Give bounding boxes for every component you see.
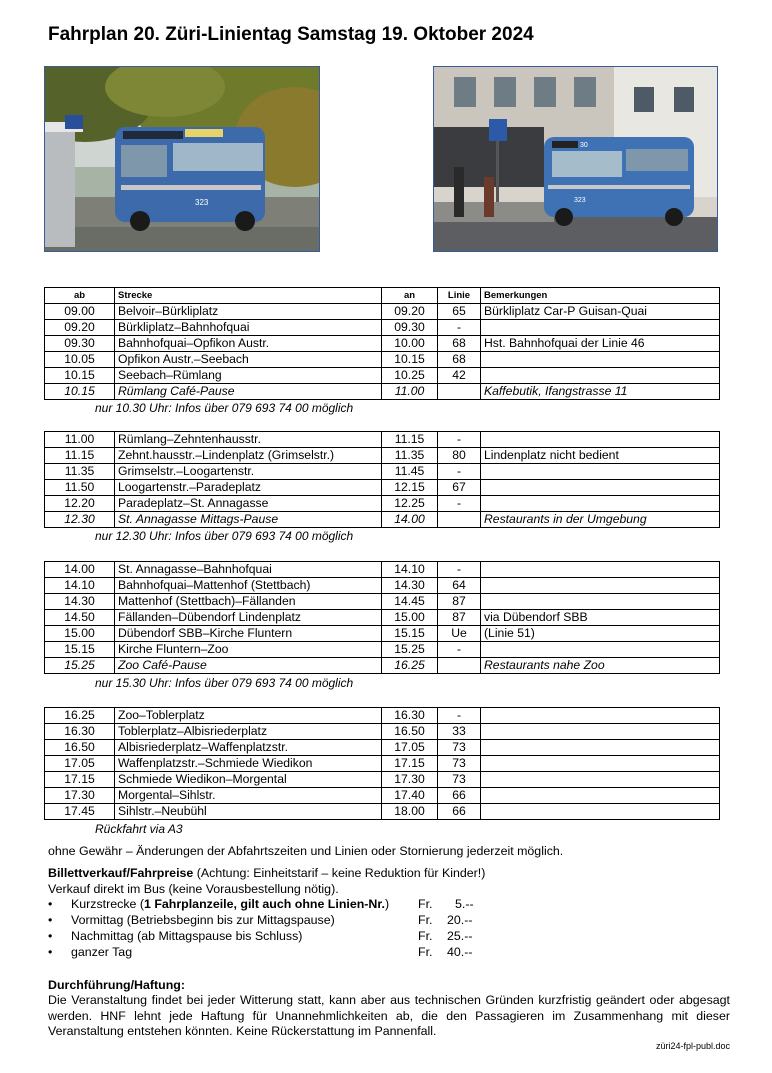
cell-bemerkung bbox=[481, 496, 720, 512]
cell-strecke: Schmiede Wiedikon–Morgental bbox=[115, 772, 382, 788]
cell-an: 16.50 bbox=[382, 724, 438, 740]
tickets-sale-info: Verkauf direkt im Bus (keine Vorausbestellung nötig). bbox=[48, 882, 339, 896]
cell-strecke: Sihlstr.–Neubühl bbox=[115, 804, 382, 820]
bullet-icon: • bbox=[48, 945, 53, 959]
cell-linie: 73 bbox=[438, 756, 481, 772]
price-label bbox=[71, 897, 389, 911]
page-title: Fahrplan 20. Züri-Linientag Samstag 19. Oktober 2024 bbox=[48, 24, 534, 45]
cell-linie: 73 bbox=[438, 740, 481, 756]
table-row bbox=[45, 464, 720, 480]
cell-linie: - bbox=[438, 464, 481, 480]
cell-strecke: Waffenplatzstr.–Schmiede Wiedikon bbox=[115, 756, 382, 772]
cell-bemerkung bbox=[481, 642, 720, 658]
info-note-midday: nur 12.30 Uhr: Infos über 079 693 74 00 möglich bbox=[95, 529, 354, 543]
cell-ab: 16.25 bbox=[45, 708, 115, 724]
table-row bbox=[45, 368, 720, 384]
header-ab: ab bbox=[45, 288, 115, 304]
liability-text: Die Veranstaltung findet bei jeder Witterung statt, kann aber aus technischen Gründen kurzfristig geändert oder abgesagt werden. HNF lehnt jede Haftung für Unannehmlichkeiten ab, die den Passagieren im Zusammenhang mit dieser Veranstaltung entstehen könnten. Keine Rückerstattung im Pannenfall. bbox=[48, 993, 730, 1038]
info-note-afternoon: nur 15.30 Uhr: Infos über 079 693 74 00 möglich bbox=[95, 676, 354, 690]
table-row-pause bbox=[45, 658, 720, 674]
cell-linie: 33 bbox=[438, 724, 481, 740]
cell-an: 11.45 bbox=[382, 464, 438, 480]
cell-ab: 17.05 bbox=[45, 756, 115, 772]
cell-linie: 87 bbox=[438, 594, 481, 610]
cell-linie: 65 bbox=[438, 304, 481, 320]
cell-strecke: Opfikon Austr.–Seebach bbox=[115, 352, 382, 368]
cell-linie: 87 bbox=[438, 610, 481, 626]
cell-ab: 15.00 bbox=[45, 626, 115, 642]
photo-bus-at-buerkliplatz bbox=[44, 66, 320, 252]
cell-linie: - bbox=[438, 562, 481, 578]
cell-an: 14.30 bbox=[382, 578, 438, 594]
cell-strecke: Belvoir–Bürkliplatz bbox=[115, 304, 382, 320]
cell-an: 14.45 bbox=[382, 594, 438, 610]
cell-ab: 17.15 bbox=[45, 772, 115, 788]
table-row bbox=[45, 578, 720, 594]
tickets-heading-note: (Achtung: Einheitstarif – keine Reduktion für Kinder!) bbox=[193, 866, 486, 880]
price-currency: Fr. bbox=[418, 929, 433, 943]
cell-bemerkung bbox=[481, 480, 720, 496]
bus-number-plate: 323 bbox=[195, 198, 209, 207]
cell-strecke: Albisriederplatz–Waffenplatzstr. bbox=[115, 740, 382, 756]
cell-linie: 67 bbox=[438, 480, 481, 496]
cell-bemerkung: Restaurants nahe Zoo bbox=[481, 658, 720, 674]
cell-strecke: Dübendorf SBB–Kirche Fluntern bbox=[115, 626, 382, 642]
cell-ab: 11.50 bbox=[45, 480, 115, 496]
cell-ab: 14.00 bbox=[45, 562, 115, 578]
cell-bemerkung bbox=[481, 788, 720, 804]
cell-bemerkung bbox=[481, 578, 720, 594]
info-note-morning: nur 10.30 Uhr: Infos über 079 693 74 00 möglich bbox=[95, 401, 354, 415]
cell-linie: 68 bbox=[438, 352, 481, 368]
cell-an: 15.25 bbox=[382, 642, 438, 658]
table-header-row bbox=[45, 288, 720, 304]
table-row bbox=[45, 610, 720, 626]
liability-heading: Durchführung/Haftung: bbox=[48, 978, 185, 992]
price-currency: Fr. bbox=[418, 897, 433, 911]
cell-an: 16.30 bbox=[382, 708, 438, 724]
table-row bbox=[45, 432, 720, 448]
cell-strecke: Rümlang Café-Pause bbox=[115, 384, 382, 400]
cell-an: 10.15 bbox=[382, 352, 438, 368]
table-row bbox=[45, 740, 720, 756]
cell-strecke: Grimselstr.–Loogartenstr. bbox=[115, 464, 382, 480]
cell-ab: 12.30 bbox=[45, 512, 115, 528]
timetable-section-evening bbox=[44, 707, 720, 820]
cell-an: 12.25 bbox=[382, 496, 438, 512]
cell-linie: 73 bbox=[438, 772, 481, 788]
cell-an: 11.15 bbox=[382, 432, 438, 448]
cell-ab: 15.15 bbox=[45, 642, 115, 658]
price-amount: 5.-- bbox=[455, 897, 474, 911]
cell-strecke: Bahnhofquai–Mattenhof (Stettbach) bbox=[115, 578, 382, 594]
cell-strecke: Fällanden–Dübendorf Lindenplatz bbox=[115, 610, 382, 626]
table-row bbox=[45, 320, 720, 336]
cell-an: 14.10 bbox=[382, 562, 438, 578]
cell-ab: 09.30 bbox=[45, 336, 115, 352]
cell-ab: 09.20 bbox=[45, 320, 115, 336]
cell-ab: 14.30 bbox=[45, 594, 115, 610]
cell-strecke: Kirche Fluntern–Zoo bbox=[115, 642, 382, 658]
timetable-section-midday bbox=[44, 431, 720, 528]
cell-bemerkung: Kaffebutik, Ifangstrasse 11 bbox=[481, 384, 720, 400]
cell-ab: 12.20 bbox=[45, 496, 115, 512]
cell-an: 10.00 bbox=[382, 336, 438, 352]
cell-ab: 11.00 bbox=[45, 432, 115, 448]
cell-an: 14.00 bbox=[382, 512, 438, 528]
cell-bemerkung bbox=[481, 352, 720, 368]
cell-linie: 80 bbox=[438, 448, 481, 464]
cell-linie: 66 bbox=[438, 804, 481, 820]
table-row bbox=[45, 642, 720, 658]
cell-linie: - bbox=[438, 320, 481, 336]
bullet-icon: • bbox=[48, 913, 53, 927]
bus-number-plate-2: 323 bbox=[574, 197, 586, 204]
cell-an: 15.00 bbox=[382, 610, 438, 626]
cell-strecke: Morgental–Sihlstr. bbox=[115, 788, 382, 804]
cell-bemerkung: (Linie 51) bbox=[481, 626, 720, 642]
cell-strecke: Mattenhof (Stettbach)–Fällanden bbox=[115, 594, 382, 610]
table-row bbox=[45, 562, 720, 578]
cell-an: 15.15 bbox=[382, 626, 438, 642]
cell-linie: - bbox=[438, 496, 481, 512]
cell-bemerkung bbox=[481, 594, 720, 610]
cell-ab: 11.15 bbox=[45, 448, 115, 464]
cell-an: 16.25 bbox=[382, 658, 438, 674]
price-label: Vormittag (Betriebsbeginn bis zur Mittagspause) bbox=[71, 913, 335, 927]
cell-strecke: Bürkliplatz–Bahnhofquai bbox=[115, 320, 382, 336]
cell-ab: 17.45 bbox=[45, 804, 115, 820]
cell-bemerkung bbox=[481, 756, 720, 772]
cell-bemerkung: Bürkliplatz Car-P Guisan-Quai bbox=[481, 304, 720, 320]
cell-bemerkung bbox=[481, 432, 720, 448]
cell-bemerkung bbox=[481, 724, 720, 740]
table-row-pause bbox=[45, 384, 720, 400]
timetable-section-morning bbox=[44, 287, 720, 400]
price-currency: Fr. bbox=[418, 945, 433, 959]
cell-bemerkung bbox=[481, 708, 720, 724]
cell-an: 17.40 bbox=[382, 788, 438, 804]
table-row bbox=[45, 336, 720, 352]
cell-strecke: Zoo–Toblerplatz bbox=[115, 708, 382, 724]
footer-filename: züri24-fpl-publ.doc bbox=[655, 1041, 730, 1051]
table-row bbox=[45, 448, 720, 464]
cell-bemerkung bbox=[481, 804, 720, 820]
cell-ab: 11.35 bbox=[45, 464, 115, 480]
table-row bbox=[45, 804, 720, 820]
cell-strecke: Rümlang–Zehntenhausstr. bbox=[115, 432, 382, 448]
cell-bemerkung bbox=[481, 562, 720, 578]
header-an: an bbox=[382, 288, 438, 304]
cell-bemerkung: Hst. Bahnhofquai der Linie 46 bbox=[481, 336, 720, 352]
photo-bus-at-stop bbox=[433, 66, 718, 252]
cell-linie bbox=[438, 512, 481, 528]
cell-strecke: Seebach–Rümlang bbox=[115, 368, 382, 384]
price-amount: 40.-- bbox=[447, 945, 473, 959]
cell-strecke: Bahnhofquai–Opfikon Austr. bbox=[115, 336, 382, 352]
cell-linie: - bbox=[438, 708, 481, 724]
tickets-heading: Billettverkauf/Fahrpreise bbox=[48, 866, 194, 880]
price-label-end: ) bbox=[384, 897, 390, 911]
cell-ab: 15.25 bbox=[45, 658, 115, 674]
cell-strecke: St. Annagasse Mittags-Pause bbox=[115, 512, 382, 528]
cell-an: 17.05 bbox=[382, 740, 438, 756]
cell-ab: 10.15 bbox=[45, 368, 115, 384]
cell-ab: 16.30 bbox=[45, 724, 115, 740]
tickets-heading-line bbox=[48, 866, 485, 880]
cell-linie: 66 bbox=[438, 788, 481, 804]
price-amount: 25.-- bbox=[447, 929, 473, 943]
table-row bbox=[45, 496, 720, 512]
cell-linie: Ue bbox=[438, 626, 481, 642]
cell-strecke: Loogartenstr.–Paradeplatz bbox=[115, 480, 382, 496]
cell-strecke: Zehnt.hausstr.–Lindenplatz (Grimselstr.) bbox=[115, 448, 382, 464]
header-bemerkungen: Bemerkungen bbox=[481, 288, 720, 304]
cell-bemerkung: Lindenplatz nicht bedient bbox=[481, 448, 720, 464]
cell-an: 17.30 bbox=[382, 772, 438, 788]
table-row bbox=[45, 626, 720, 642]
cell-ab: 10.05 bbox=[45, 352, 115, 368]
cell-ab: 14.50 bbox=[45, 610, 115, 626]
price-label: Nachmittag (ab Mittagspause bis Schluss) bbox=[71, 929, 303, 943]
table-row bbox=[45, 724, 720, 740]
table-row bbox=[45, 594, 720, 610]
timetable-section-afternoon bbox=[44, 561, 720, 674]
table-row bbox=[45, 756, 720, 772]
cell-bemerkung bbox=[481, 464, 720, 480]
price-amount: 20.-- bbox=[447, 913, 473, 927]
table-row bbox=[45, 788, 720, 804]
cell-ab: 14.10 bbox=[45, 578, 115, 594]
cell-an: 11.00 bbox=[382, 384, 438, 400]
price-label: ganzer Tag bbox=[71, 945, 133, 959]
cell-strecke: Toblerplatz–Albisriederplatz bbox=[115, 724, 382, 740]
cell-bemerkung bbox=[481, 368, 720, 384]
cell-linie: 64 bbox=[438, 578, 481, 594]
photo-bus-at-stop-image bbox=[434, 67, 717, 251]
bullet-icon: • bbox=[48, 897, 53, 911]
header-strecke: Strecke bbox=[115, 288, 382, 304]
cell-ab: 17.30 bbox=[45, 788, 115, 804]
cell-strecke: Zoo Café-Pause bbox=[115, 658, 382, 674]
cell-ab: 10.15 bbox=[45, 384, 115, 400]
price-label-text: Kurzstrecke ( bbox=[71, 897, 144, 911]
table-row-pause bbox=[45, 512, 720, 528]
cell-an: 12.15 bbox=[382, 480, 438, 496]
table-row bbox=[45, 708, 720, 724]
cell-bemerkung bbox=[481, 772, 720, 788]
cell-an: 17.15 bbox=[382, 756, 438, 772]
price-label-bold: 1 Fahrplanzeile, gilt auch ohne Linien-Nr. bbox=[143, 897, 385, 911]
info-note-return: Rückfahrt via A3 bbox=[95, 822, 183, 836]
table-row bbox=[45, 304, 720, 320]
cell-an: 11.35 bbox=[382, 448, 438, 464]
price-currency: Fr. bbox=[418, 913, 433, 927]
cell-bemerkung bbox=[481, 320, 720, 336]
header-linie: Linie bbox=[438, 288, 481, 304]
cell-linie bbox=[438, 658, 481, 674]
cell-linie bbox=[438, 384, 481, 400]
cell-bemerkung: via Dübendorf SBB bbox=[481, 610, 720, 626]
table-row bbox=[45, 772, 720, 788]
cell-linie: 68 bbox=[438, 336, 481, 352]
photo-bus-at-buerkliplatz-image bbox=[45, 67, 319, 251]
disclaimer: ohne Gewähr – Änderungen der Abfahrtszeiten und Linien oder Stornierung jederzeit möglich. bbox=[48, 844, 564, 858]
cell-ab: 09.00 bbox=[45, 304, 115, 320]
cell-an: 18.00 bbox=[382, 804, 438, 820]
cell-linie: - bbox=[438, 642, 481, 658]
bus-line-sign: 30 bbox=[580, 142, 588, 149]
cell-bemerkung: Restaurants in der Umgebung bbox=[481, 512, 720, 528]
cell-an: 10.25 bbox=[382, 368, 438, 384]
table-row bbox=[45, 480, 720, 496]
cell-an: 09.30 bbox=[382, 320, 438, 336]
cell-strecke: St. Annagasse–Bahnhofquai bbox=[115, 562, 382, 578]
cell-an: 09.20 bbox=[382, 304, 438, 320]
cell-strecke: Paradeplatz–St. Annagasse bbox=[115, 496, 382, 512]
bullet-icon: • bbox=[48, 929, 53, 943]
cell-bemerkung bbox=[481, 740, 720, 756]
table-row bbox=[45, 352, 720, 368]
cell-ab: 16.50 bbox=[45, 740, 115, 756]
cell-linie: 42 bbox=[438, 368, 481, 384]
cell-linie: - bbox=[438, 432, 481, 448]
